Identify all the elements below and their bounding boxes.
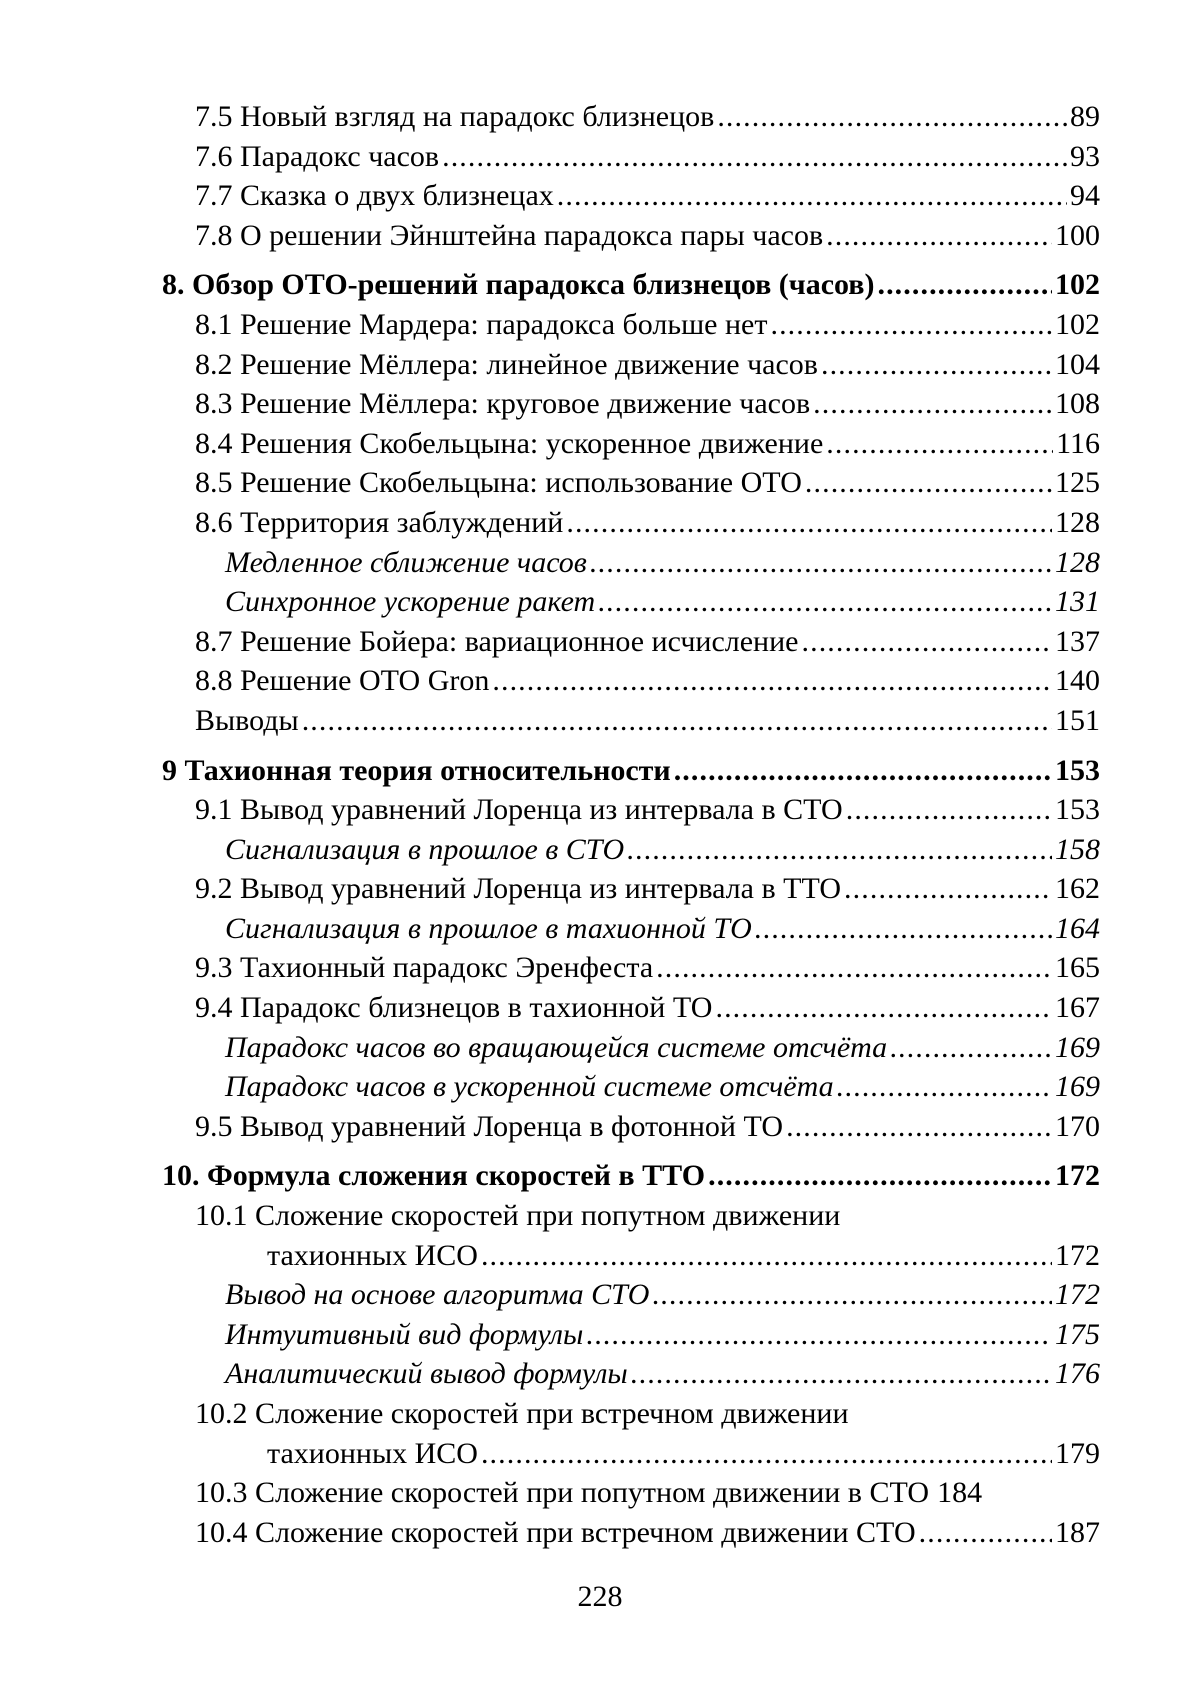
toc-entry-title: Сигнализация в прошлое в СТО xyxy=(225,832,625,866)
toc-entry-page: 167 xyxy=(1055,991,1100,1025)
toc-entry-title: 9.1 Вывод уравнений Лоренца из интервала в СТО xyxy=(195,793,843,827)
toc-section-entry[interactable] xyxy=(162,1394,1100,1434)
toc-entry-title: Вывод на основе алгоритма СТО xyxy=(225,1278,650,1312)
toc-entry-page: 169 xyxy=(1055,1070,1100,1104)
toc-dot-leader xyxy=(802,622,1053,662)
toc-dot-leader xyxy=(656,948,1052,988)
toc-entry-page: 108 xyxy=(1055,387,1100,421)
toc-entry-title: Выводы xyxy=(195,703,299,737)
toc-entry-page: 153 xyxy=(1055,753,1100,787)
toc-entry-title: 10. Формула сложения скоростей в ТТО xyxy=(162,1159,706,1193)
toc-section-entry[interactable] xyxy=(162,424,1100,464)
toc-entry-title: Интуитивный вид формулы xyxy=(225,1317,584,1351)
toc-entry-title: Медленное сближение часов xyxy=(225,545,587,579)
toc-dot-leader xyxy=(919,1513,1052,1553)
toc-entry-title: тахионных ИСО xyxy=(267,1238,478,1272)
toc-entry-page: 172 xyxy=(1055,1238,1100,1272)
toc-entry-page: 137 xyxy=(1055,624,1100,658)
toc-section-entry[interactable] xyxy=(162,384,1100,424)
toc-entry-page: 100 xyxy=(1055,218,1100,252)
toc-dot-leader xyxy=(717,97,1067,137)
toc-dot-leader xyxy=(755,909,1052,949)
toc-entry-title: Парадокс часов во вращающейся системе отсчёта xyxy=(225,1030,888,1064)
toc-subsection-entry[interactable] xyxy=(162,1028,1100,1068)
toc-section-entry[interactable] xyxy=(162,1513,1100,1553)
toc-dot-leader xyxy=(481,1434,1052,1474)
toc-entry-title: 8.8 Решение ОТО Gron xyxy=(195,664,490,698)
toc-section-entry[interactable] xyxy=(162,1107,1100,1147)
toc-section-entry[interactable] xyxy=(162,1236,1100,1276)
toc-entry-title: Аналитический вывод формулы xyxy=(225,1357,628,1391)
page-number: 228 xyxy=(577,1580,623,1613)
toc-entry-title: 7.7 Сказка о двух близнецах xyxy=(195,179,554,213)
toc-entry-title: 7.5 Новый взгляд на парадокс близнецов xyxy=(195,100,715,133)
toc-section-entry[interactable] xyxy=(162,1196,1100,1236)
toc-entry-page: 125 xyxy=(1055,466,1100,500)
toc-entry-page: 94 xyxy=(1070,179,1100,213)
toc-subsection-entry[interactable] xyxy=(162,1315,1100,1355)
toc-entry-title: 7.8 О решении Эйнштейна парадокса пары часов xyxy=(195,218,824,252)
toc-section-entry[interactable] xyxy=(162,1473,1100,1513)
toc-subsection-entry[interactable] xyxy=(162,1067,1100,1107)
toc-section-entry[interactable] xyxy=(162,305,1100,345)
toc-section-entry[interactable] xyxy=(162,622,1100,662)
toc-entry-page: 102 xyxy=(1055,268,1100,302)
toc-dot-leader xyxy=(813,384,1052,424)
toc-entry-page: 140 xyxy=(1055,664,1100,698)
toc-entry-title: 9.4 Парадокс близнецов в тахионной ТО xyxy=(195,991,713,1025)
toc-section-entry[interactable] xyxy=(162,216,1100,256)
toc-dot-leader xyxy=(492,661,1052,701)
toc-entry-page: 187 xyxy=(1055,1515,1100,1549)
toc-entry-title: Сигнализация в прошлое в тахионной ТО xyxy=(225,911,752,945)
toc-entry-page: 151 xyxy=(1055,703,1100,737)
toc-entry-page: 162 xyxy=(1055,872,1100,906)
toc-chapter-entry[interactable] xyxy=(162,1156,1100,1196)
toc-section-entry[interactable] xyxy=(162,463,1100,503)
toc-entry-page: 116 xyxy=(1056,426,1100,460)
toc-dot-leader xyxy=(481,1236,1052,1276)
toc-dot-leader xyxy=(586,1315,1052,1355)
toc-dot-leader xyxy=(715,988,1052,1028)
toc-entry-title: 8.5 Решение Скобельцына: использование ОТО xyxy=(195,466,802,500)
toc-chapter-entry[interactable] xyxy=(162,751,1100,791)
toc-entry-title: 8.2 Решение Мёллера: линейное движение часов xyxy=(195,347,818,381)
toc-section-entry[interactable] xyxy=(162,948,1100,988)
toc-entry-title: 8.4 Решения Скобельцына: ускоренное движение xyxy=(195,426,824,460)
toc-section-entry[interactable] xyxy=(162,701,1100,741)
toc-entry-page: 89 xyxy=(1070,100,1100,133)
toc-entry-title: Парадокс часов в ускоренной системе отсчёта xyxy=(225,1070,834,1104)
toc-entry-page: 104 xyxy=(1055,347,1100,381)
toc-entry-page: 93 xyxy=(1070,139,1100,173)
toc-entry-title: 9.5 Вывод уравнений Лоренца в фотонной ТО xyxy=(195,1109,784,1143)
toc-entry-page: 128 xyxy=(1055,505,1100,539)
toc-dot-leader xyxy=(844,869,1052,909)
toc-entry-title: 10.4 Сложение скоростей при встречном движении СТО xyxy=(195,1515,916,1549)
toc-dot-leader xyxy=(890,1028,1052,1068)
toc-subsection-entry[interactable] xyxy=(162,909,1100,949)
toc-entry-title: 7.6 Парадокс часов xyxy=(195,139,440,173)
toc-entry-title: тахионных ИСО xyxy=(267,1436,478,1470)
toc-entry-page: 153 xyxy=(1055,793,1100,827)
toc-dot-leader xyxy=(590,543,1052,583)
toc-entry-page: 128 xyxy=(1055,545,1100,579)
toc-entry-page: 165 xyxy=(1055,951,1100,985)
toc-subsection-entry[interactable] xyxy=(162,582,1100,622)
toc-dot-leader xyxy=(846,790,1052,830)
toc-dot-leader xyxy=(826,424,1053,464)
toc-entry-page: 131 xyxy=(1055,585,1100,619)
toc-entry-page: 158 xyxy=(1055,832,1100,866)
toc-entry-title: Синхронное ускорение ракет xyxy=(225,585,596,619)
toc-dot-leader xyxy=(598,582,1052,622)
table-of-contents xyxy=(162,97,1100,1552)
toc-entry-page: 172 xyxy=(1055,1278,1100,1312)
toc-section-entry[interactable] xyxy=(162,137,1100,177)
toc-entry-title: 9 Тахионная теория относительности xyxy=(162,753,671,787)
toc-section-entry[interactable] xyxy=(162,869,1100,909)
toc-section-entry[interactable] xyxy=(162,661,1100,701)
toc-entry-title: 8.7 Решение Бойера: вариационное исчисление xyxy=(195,624,799,658)
toc-subsection-entry[interactable] xyxy=(162,830,1100,870)
toc-section-entry[interactable] xyxy=(162,345,1100,385)
toc-subsection-entry[interactable] xyxy=(162,1354,1100,1394)
toc-section-entry[interactable] xyxy=(162,988,1100,1028)
toc-entry-title: 8.6 Территория заблуждений xyxy=(195,505,564,539)
toc-entry-page: 169 xyxy=(1055,1030,1100,1064)
toc-entry-page: 179 xyxy=(1055,1436,1100,1470)
toc-entry-page: 175 xyxy=(1055,1317,1100,1351)
toc-chapter-entry[interactable] xyxy=(162,265,1100,305)
toc-dot-leader xyxy=(837,1067,1052,1107)
toc-section-entry[interactable] xyxy=(162,790,1100,830)
toc-entry-page: 176 xyxy=(1055,1357,1100,1391)
toc-dot-leader xyxy=(652,1275,1052,1315)
toc-entry-title: 9.2 Вывод уравнений Лоренца из интервала в ТТО xyxy=(195,872,842,906)
toc-dot-leader xyxy=(566,503,1052,543)
toc-subsection-entry[interactable] xyxy=(162,1275,1100,1315)
toc-dot-leader xyxy=(786,1107,1052,1147)
toc-entry-title: 9.3 Тахионный парадокс Эренфеста xyxy=(195,951,654,985)
toc-entry-title: 8. Обзор ОТО-решений парадокса близнецов (часов) xyxy=(162,268,875,302)
toc-entry-title: 10.1 Сложение скоростей при попутном движении xyxy=(195,1199,841,1233)
toc-dot-leader xyxy=(674,751,1052,791)
toc-dot-leader xyxy=(631,1354,1052,1394)
toc-section-entry[interactable] xyxy=(162,503,1100,543)
toc-section-entry[interactable] xyxy=(162,97,1100,137)
toc-section-entry[interactable] xyxy=(162,1434,1100,1474)
toc-dot-leader xyxy=(557,176,1067,216)
toc-entry-page: 170 xyxy=(1055,1109,1100,1143)
toc-entry-title: 8.1 Решение Мардера: парадокса больше нет xyxy=(195,307,768,341)
toc-dot-leader xyxy=(770,305,1052,345)
toc-dot-leader xyxy=(627,830,1052,870)
toc-section-entry[interactable] xyxy=(162,176,1100,216)
toc-entry-title: 10.2 Сложение скоростей при встречном движении xyxy=(195,1397,849,1430)
toc-entry-page: 184 xyxy=(937,1476,983,1510)
toc-dot-leader xyxy=(708,1156,1052,1196)
toc-dot-leader xyxy=(442,137,1067,177)
toc-entry-page: 164 xyxy=(1055,911,1100,945)
toc-dot-leader xyxy=(302,701,1052,741)
toc-entry-page: 172 xyxy=(1055,1159,1100,1193)
toc-dot-leader xyxy=(826,216,1052,256)
toc-entry-title: 8.3 Решение Мёллера: круговое движение часов xyxy=(195,387,811,421)
toc-entry-page: 102 xyxy=(1055,307,1100,341)
toc-dot-leader xyxy=(805,463,1052,503)
toc-dot-leader xyxy=(821,345,1052,385)
toc-entry-title: 10.3 Сложение скоростей при попутном движении в СТО xyxy=(195,1476,930,1510)
toc-subsection-entry[interactable] xyxy=(162,543,1100,583)
toc-dot-leader xyxy=(877,265,1052,305)
